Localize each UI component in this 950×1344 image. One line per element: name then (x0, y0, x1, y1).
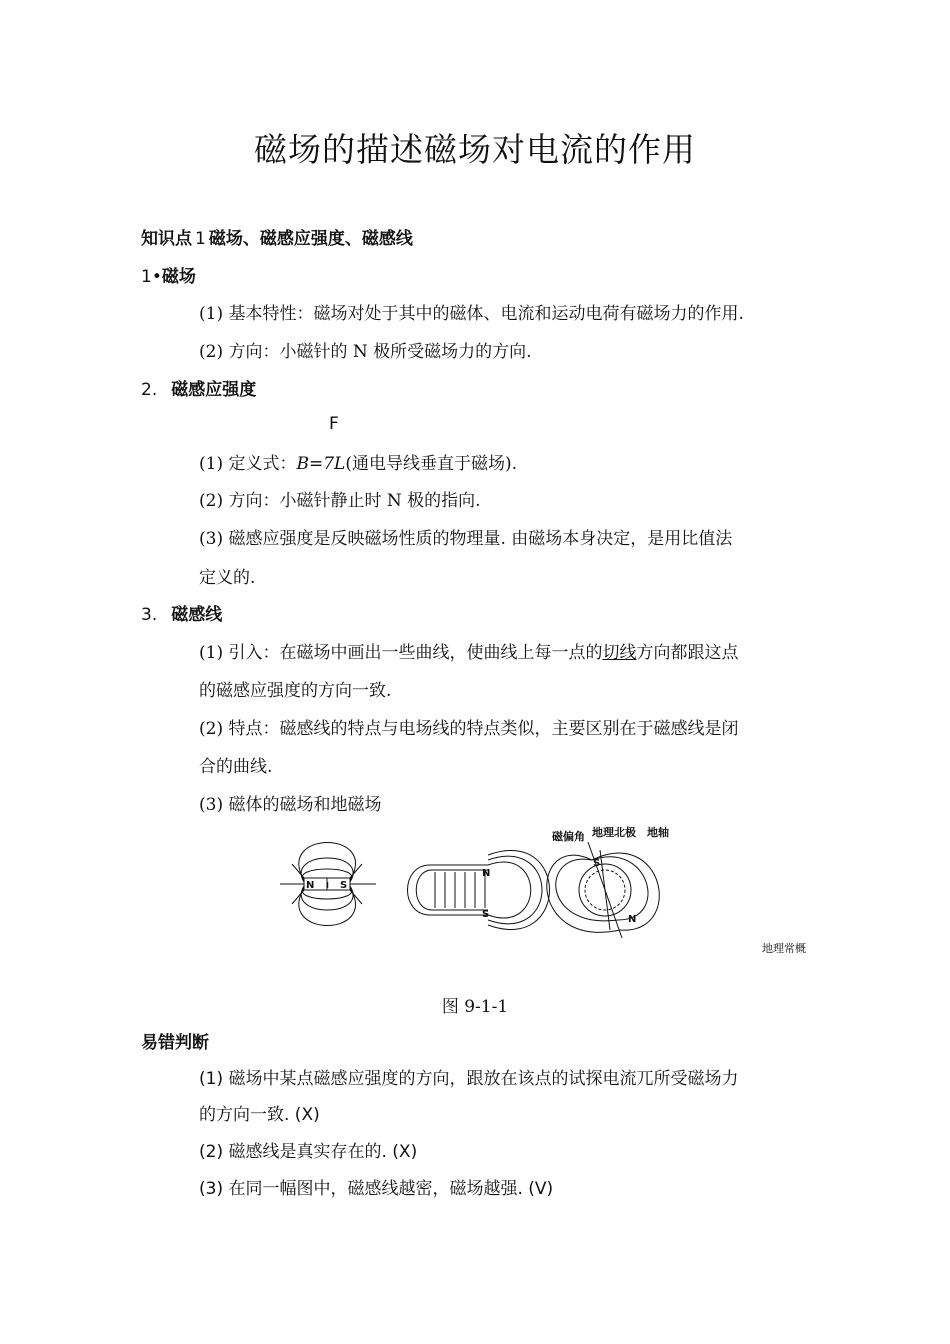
label-horseshoe-n: N (482, 868, 491, 879)
section-1-heading: 1•磁场 (141, 267, 196, 287)
s2-item-1: (1) 定义式：B=7L(通电导线垂直于磁场). (199, 454, 517, 474)
label-bar-s: S (340, 880, 348, 891)
label-horseshoe-s: S (482, 909, 490, 920)
s3-item-3: (3) 磁体的磁场和地磁场 (199, 795, 382, 815)
definition-formula: B=7L (296, 454, 346, 474)
s2-item-3b: 定义的. (199, 568, 256, 588)
section-3-heading: 3. 磁感线 (141, 605, 223, 625)
kp-text: 磁场、磁感应强度、磁感线 (208, 229, 413, 249)
knowledge-point-heading (141, 224, 413, 249)
s3-item-1b: 的磁感应强度的方向一致. (199, 681, 392, 701)
earth-magnetic-field (547, 842, 659, 938)
tangent-word: 切线 (602, 643, 637, 663)
label-earth-n: N (628, 914, 637, 925)
figure-caption: 图 9-1-1 (441, 997, 509, 1017)
s3-item-2b: 合的曲线. (199, 757, 273, 777)
label-bar-n: N (306, 880, 315, 891)
judgement-3: (3) 在同一幅图中，磁感线越密，磁场越强. (V) (199, 1179, 554, 1199)
magnetic-field-figure (270, 820, 690, 940)
s3-item-1a: (1) 引入：在磁场中画出一些曲线，使曲线上每一点的切线方向都跟这点 (199, 643, 739, 663)
s3-item-2a: (2) 特点：磁感线的特点与电场线的特点类似，主要区别在于磁感线是闭 (199, 719, 739, 739)
figure-note: 地理常概 (762, 942, 806, 955)
page-title: 磁场的描述磁场对电流的作用 (254, 130, 696, 169)
label-declination: 磁偏角 (552, 830, 585, 843)
judgement-heading: 易错判断 (141, 1033, 209, 1053)
label-earth-axis: 地轴 (647, 826, 669, 839)
kp-prefix: 知识点 (141, 229, 192, 249)
s1-item-1: (1) 基本特性：磁场对处于其中的磁体、电流和运动电荷有磁场力的作用. (199, 304, 744, 324)
horseshoe-magnet-field (408, 850, 550, 929)
judgement-2: (2) 磁感线是真实存在的. (X) (199, 1142, 418, 1162)
label-bar-i: I (326, 881, 329, 890)
label-earth-s: S (593, 858, 601, 869)
label-geo-north: 地理北极 (592, 826, 636, 839)
s2-item-2: (2) 方向：小磁针静止时 N 极的指向. (199, 491, 481, 511)
s1-item-2: (2) 方向：小磁针的 N 极所受磁场力的方向. (199, 342, 532, 362)
judgement-1b: 的方向一致. (X) (199, 1105, 320, 1125)
s2-item-3a: (3) 磁感应强度是反映磁场性质的物理量. 由磁场本身决定，是用比值法 (199, 529, 733, 549)
judgement-1a: (1) 磁场中某点磁感应强度的方向，跟放在该点的试探电流兀所受磁场力 (199, 1069, 739, 1089)
formula-numerator: F (329, 414, 339, 434)
kp-number: 1 (195, 229, 206, 249)
section-2-heading: 2. 磁感应强度 (141, 380, 257, 400)
